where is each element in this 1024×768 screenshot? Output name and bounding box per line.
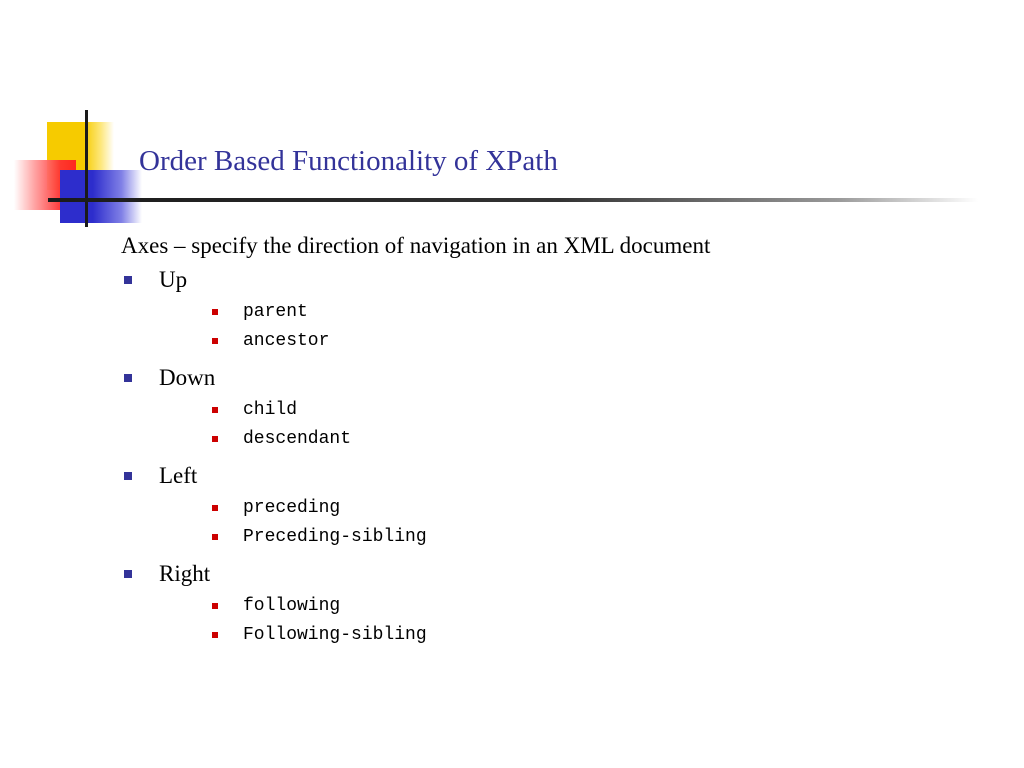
list-item-right xyxy=(121,559,991,649)
small-square-bullet-icon xyxy=(212,505,218,511)
sublist-item xyxy=(159,297,991,326)
sublist-item xyxy=(159,395,991,424)
square-bullet-icon xyxy=(124,570,132,578)
title-underline xyxy=(48,198,978,202)
slide-content xyxy=(121,231,991,649)
square-bullet-icon xyxy=(124,472,132,480)
list-item-label: Right xyxy=(159,561,211,586)
sublist-item-label: Following-sibling xyxy=(243,625,427,645)
small-square-bullet-icon xyxy=(212,534,218,540)
sublist-item-label: ancestor xyxy=(243,331,330,351)
sublist-item-label: parent xyxy=(243,302,308,322)
sublist-item-label: descendant xyxy=(243,429,352,449)
list-item-left xyxy=(121,461,991,551)
square-bullet-icon xyxy=(124,276,132,284)
sublist-item xyxy=(159,493,991,522)
sublist-item xyxy=(159,591,991,620)
list-item-up xyxy=(121,265,991,355)
intro-text: Axes – specify the direction of navigation in an XML document xyxy=(121,233,711,258)
sublist xyxy=(159,297,991,355)
sublist xyxy=(159,493,991,551)
sublist-item xyxy=(159,326,991,355)
decorative-blue-square xyxy=(60,170,142,223)
slide-title: Order Based Functionality of XPath xyxy=(139,145,558,177)
sublist-item xyxy=(159,620,991,649)
list-item-label: Up xyxy=(159,267,188,292)
square-bullet-icon xyxy=(124,374,132,382)
small-square-bullet-icon xyxy=(212,632,218,638)
sublist-item-label: preceding xyxy=(243,498,341,518)
sublist-item xyxy=(159,522,991,551)
sublist xyxy=(159,591,991,649)
small-square-bullet-icon xyxy=(212,338,218,344)
small-square-bullet-icon xyxy=(212,603,218,609)
small-square-bullet-icon xyxy=(212,309,218,315)
list-item-down xyxy=(121,363,991,453)
sublist xyxy=(159,395,991,453)
sublist-item xyxy=(159,424,991,453)
small-square-bullet-icon xyxy=(212,436,218,442)
list-item-label: Down xyxy=(159,365,216,390)
list-item-label: Left xyxy=(159,463,198,488)
sublist-item-label: following xyxy=(243,596,341,616)
axes-list xyxy=(121,265,991,649)
sublist-item-label: Preceding-sibling xyxy=(243,527,427,547)
decorative-vertical-line xyxy=(85,110,88,227)
small-square-bullet-icon xyxy=(212,407,218,413)
sublist-item-label: child xyxy=(243,400,298,420)
